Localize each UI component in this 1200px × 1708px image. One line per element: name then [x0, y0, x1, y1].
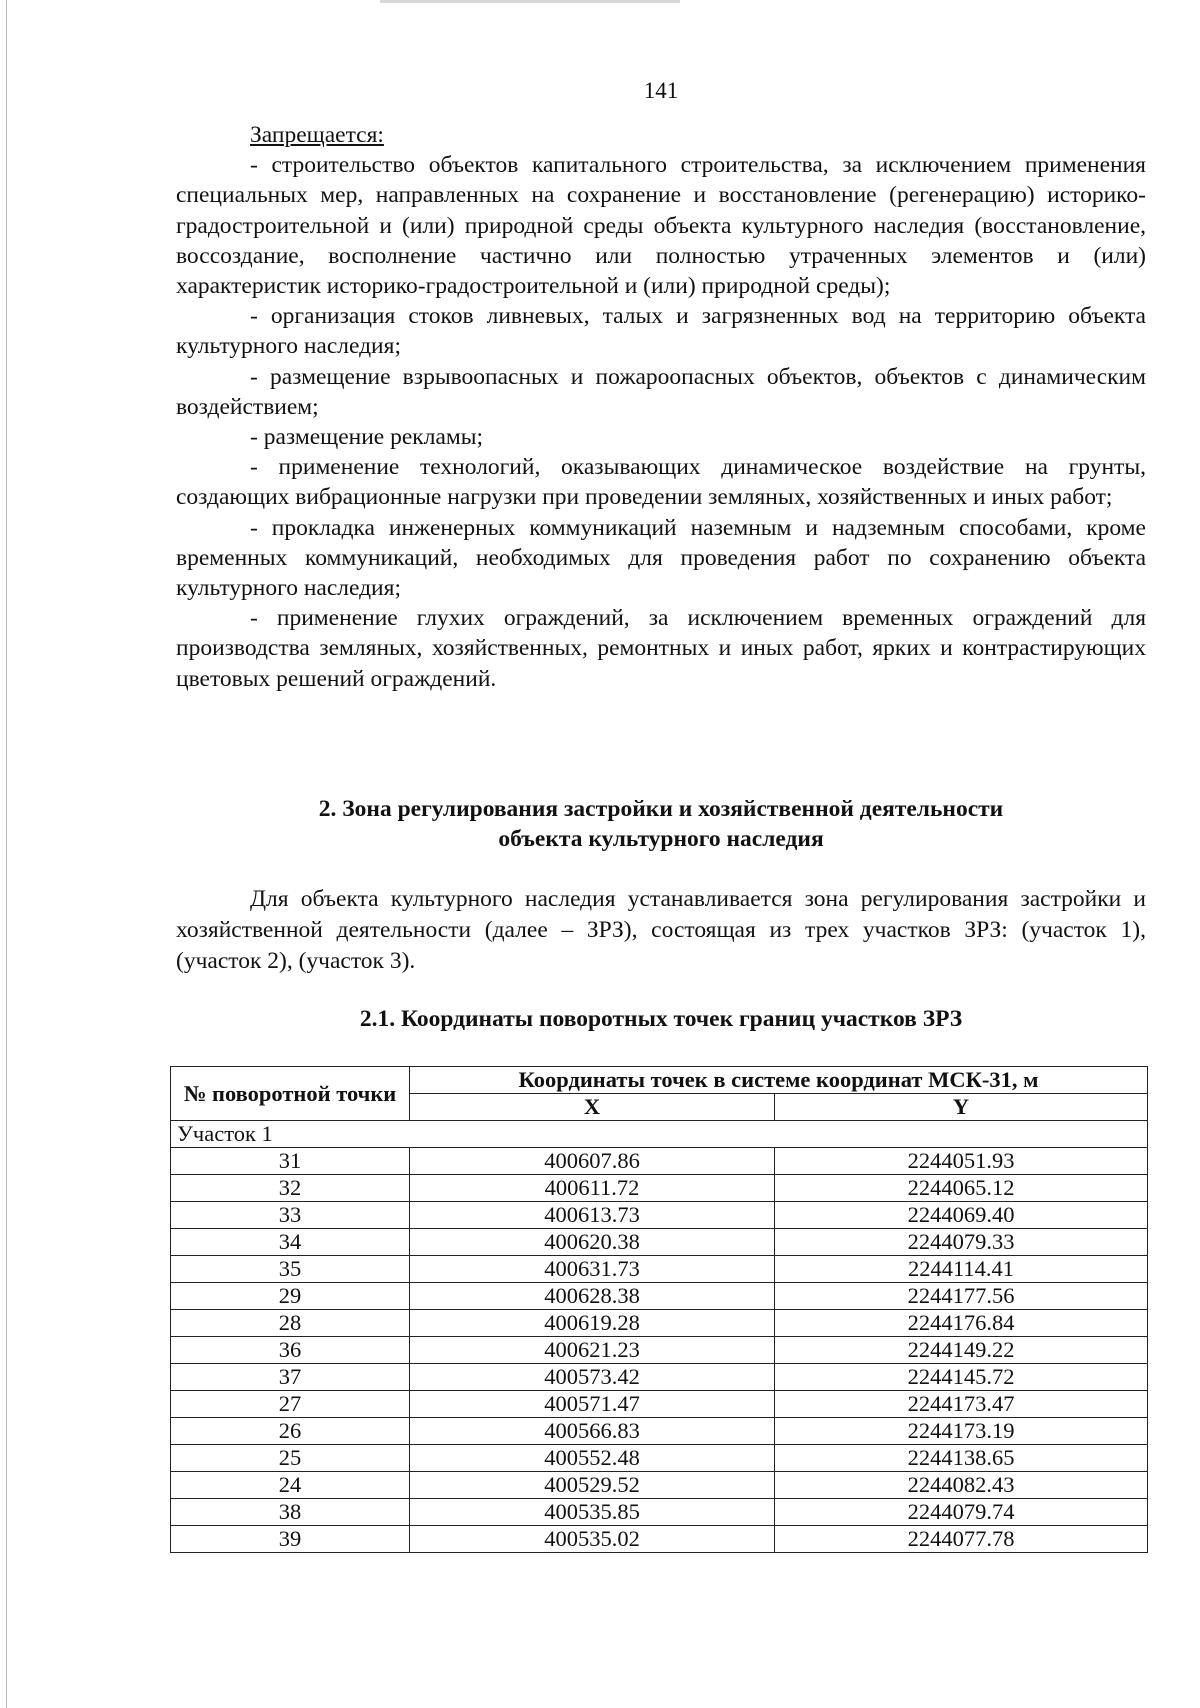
- cell-y: 2244177.56: [775, 1283, 1148, 1310]
- cell-x: 400619.28: [410, 1310, 775, 1337]
- cell-point-number: 28: [171, 1310, 410, 1337]
- prohibited-item: - прокладка инженерных коммуникаций наземным и надземным способами, кроме временных коммуникаций, необходимых для проведения работ по сохранению объекта культурного наследия;: [176, 514, 1146, 602]
- cell-x: 400529.52: [410, 1472, 775, 1499]
- table-row: [171, 1391, 1148, 1418]
- cell-x: 400566.83: [410, 1418, 775, 1445]
- table-row: [171, 1148, 1148, 1175]
- table-row: [171, 1337, 1148, 1364]
- cell-x: 400620.38: [410, 1229, 775, 1256]
- cell-x: 400535.02: [410, 1526, 775, 1553]
- table-row: [171, 1472, 1148, 1499]
- cell-y: 2244114.41: [775, 1256, 1148, 1283]
- cell-point-number: 26: [171, 1418, 410, 1445]
- scan-edge: [6, 0, 7, 1708]
- table-row: [171, 1310, 1148, 1337]
- table-row: [171, 1229, 1148, 1256]
- cell-y: 2244079.74: [775, 1499, 1148, 1526]
- cell-x: 400552.48: [410, 1445, 775, 1472]
- cell-point-number: 39: [171, 1526, 410, 1553]
- section-2-paragraph: Для объекта культурного наследия устанавливается зона регулирования застройки и хозяйственной деятельности (далее – ЗРЗ), состоящая из трех участков ЗРЗ: (участок 1), (участок 2), (участок 3).: [176, 886, 1146, 974]
- table-row: [171, 1283, 1148, 1310]
- cell-x: 400607.86: [410, 1148, 775, 1175]
- coordinates-table: [170, 1066, 1148, 1553]
- scan-artifact: [380, 0, 680, 3]
- header-x: X: [410, 1094, 775, 1121]
- cell-point-number: 33: [171, 1202, 410, 1229]
- cell-point-number: 27: [171, 1391, 410, 1418]
- cell-y: 2244065.12: [775, 1175, 1148, 1202]
- table-row: [171, 1418, 1148, 1445]
- cell-y: 2244145.72: [775, 1364, 1148, 1391]
- cell-y: 2244069.40: [775, 1202, 1148, 1229]
- cell-y: 2244051.93: [775, 1148, 1148, 1175]
- table-row: [171, 1256, 1148, 1283]
- cell-x: 400613.73: [410, 1202, 775, 1229]
- prohibited-title: Запрещается:: [250, 122, 384, 148]
- cell-point-number: 29: [171, 1283, 410, 1310]
- cell-point-number: 34: [171, 1229, 410, 1256]
- cell-point-number: 38: [171, 1499, 410, 1526]
- cell-x: 400628.38: [410, 1283, 775, 1310]
- section-2-1-heading: 2.1. Координаты поворотных точек границ участков ЗРЗ: [359, 1006, 963, 1032]
- page-number: 141: [643, 78, 679, 103]
- table-row: [171, 1499, 1148, 1526]
- header-coordinates: Координаты точек в системе координат МСК-31, м: [410, 1067, 1148, 1094]
- cell-y: 2244173.19: [775, 1418, 1148, 1445]
- header-point-number: № поворотной точки: [171, 1067, 410, 1121]
- cell-point-number: 36: [171, 1337, 410, 1364]
- prohibited-section: [176, 120, 1146, 694]
- prohibited-item: - организация стоков ливневых, талых и загрязненных вод на территорию объекта культурного наследия;: [176, 303, 1146, 360]
- cell-y: 2244149.22: [775, 1337, 1148, 1364]
- cell-point-number: 25: [171, 1445, 410, 1472]
- cell-y: 2244077.78: [775, 1526, 1148, 1553]
- group-row: Участок 1: [171, 1121, 1148, 1148]
- prohibited-item: - применение глухих ограждений, за исключением временных ограждений для производства земляных, хозяйственных, ремонтных и иных работ, ярких и контрастирующих цветовых решений ограждений.: [176, 605, 1146, 692]
- cell-x: 400611.72: [410, 1175, 775, 1202]
- table-row: [171, 1175, 1148, 1202]
- cell-y: 2244079.33: [775, 1229, 1148, 1256]
- cell-point-number: 32: [171, 1175, 410, 1202]
- cell-point-number: 35: [171, 1256, 410, 1283]
- prohibited-item: - размещение рекламы;: [250, 424, 484, 451]
- cell-point-number: 24: [171, 1472, 410, 1499]
- cell-x: 400621.23: [410, 1337, 775, 1364]
- table-row: [171, 1202, 1148, 1229]
- cell-y: 2244173.47: [775, 1391, 1148, 1418]
- prohibited-item: - размещение взрывоопасных и пожароопасных объектов, объектов с динамическим воздействием;: [176, 363, 1146, 420]
- prohibited-item: - строительство объектов капитального строительства, за исключением применения специальных мер, направленных на сохранение и восстановление (регенерацию) историко-градостроительной и (или) природной среды объекта культурного наследия (восстановление, воссоздание, восполнение частично или полностью утраченных элементов и (или) характеристик историко-градостроительной и (или) природной среды);: [176, 152, 1146, 300]
- prohibited-item: - применение технологий, оказывающих динамическое воздействие на грунты, создающих вибрационные нагрузки при проведении земляных, хозяйственных и иных работ;: [176, 454, 1146, 511]
- cell-x: 400571.47: [410, 1391, 775, 1418]
- cell-y: 2244176.84: [775, 1310, 1148, 1337]
- cell-point-number: 31: [171, 1148, 410, 1175]
- table-row: [171, 1445, 1148, 1472]
- section-2-heading: 2. Зона регулирования застройки и хозяйственной деятельности объекта культурного наследия: [318, 796, 1004, 852]
- cell-y: 2244138.65: [775, 1445, 1148, 1472]
- cell-x: 400573.42: [410, 1364, 775, 1391]
- cell-x: 400631.73: [410, 1256, 775, 1283]
- cell-x: 400535.85: [410, 1499, 775, 1526]
- table-row: [171, 1364, 1148, 1391]
- cell-point-number: 37: [171, 1364, 410, 1391]
- cell-y: 2244082.43: [775, 1472, 1148, 1499]
- header-y: Y: [775, 1094, 1148, 1121]
- table-row: [171, 1526, 1148, 1553]
